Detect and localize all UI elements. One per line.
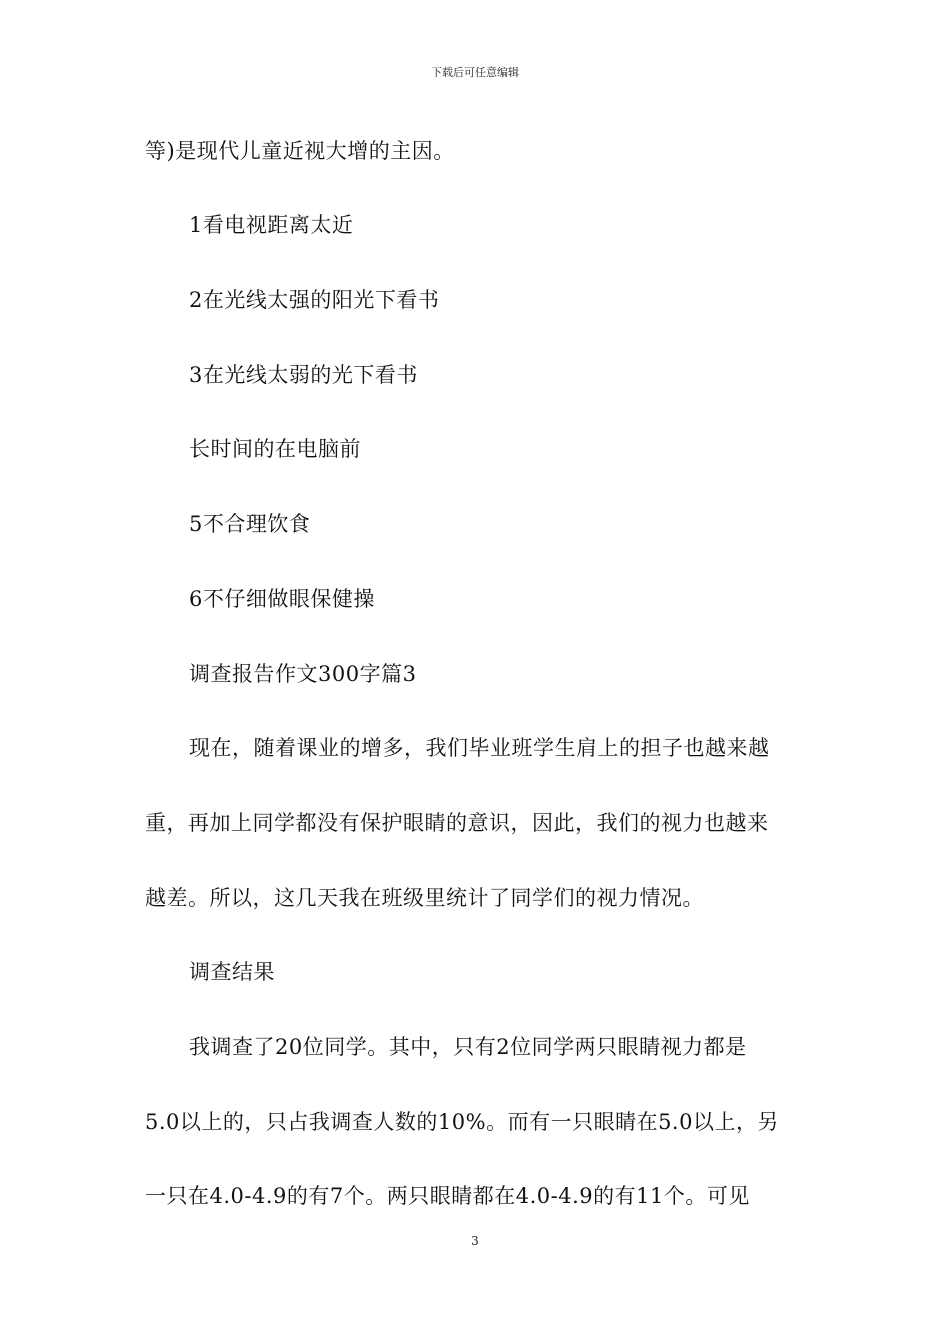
page-number: 3 — [471, 1234, 479, 1248]
list-item: 2在光线太强的阳光下看书 — [189, 288, 440, 312]
text-line: 等)是现代儿童近视大增的主因。 — [145, 139, 455, 163]
paragraph-line: 现在，随着课业的增多，我们毕业班学生肩上的担子也越来越 — [189, 736, 770, 760]
list-item: 5不合理饮食 — [189, 512, 311, 536]
page-header: 下载后可任意编辑 — [431, 66, 519, 79]
paragraph-line: 越差。所以，这几天我在班级里统计了同学们的视力情况。 — [145, 886, 704, 910]
section-heading: 调查结果 — [189, 960, 275, 984]
list-item: 6不仔细做眼保健操 — [189, 587, 375, 611]
paragraph-line: 一只在4.0-4.9的有7个。两只眼睛都在4.0-4.9的有11个。可见 — [145, 1184, 750, 1208]
list-item: 长时间的在电脑前 — [189, 437, 361, 461]
paragraph-line: 5.0以上的，只占我调查人数的10%。而有一只眼睛在5.0以上，另 — [145, 1110, 779, 1134]
paragraph-line: 重，再加上同学都没有保护眼睛的意识，因此，我们的视力也越来 — [145, 811, 769, 835]
list-item: 1看电视距离太近 — [189, 213, 354, 237]
list-item: 3在光线太弱的光下看书 — [189, 363, 418, 387]
paragraph-line: 我调查了20位同学。其中，只有2位同学两只眼睛视力都是 — [189, 1035, 747, 1059]
section-heading: 调查报告作文300字篇3 — [189, 662, 417, 686]
